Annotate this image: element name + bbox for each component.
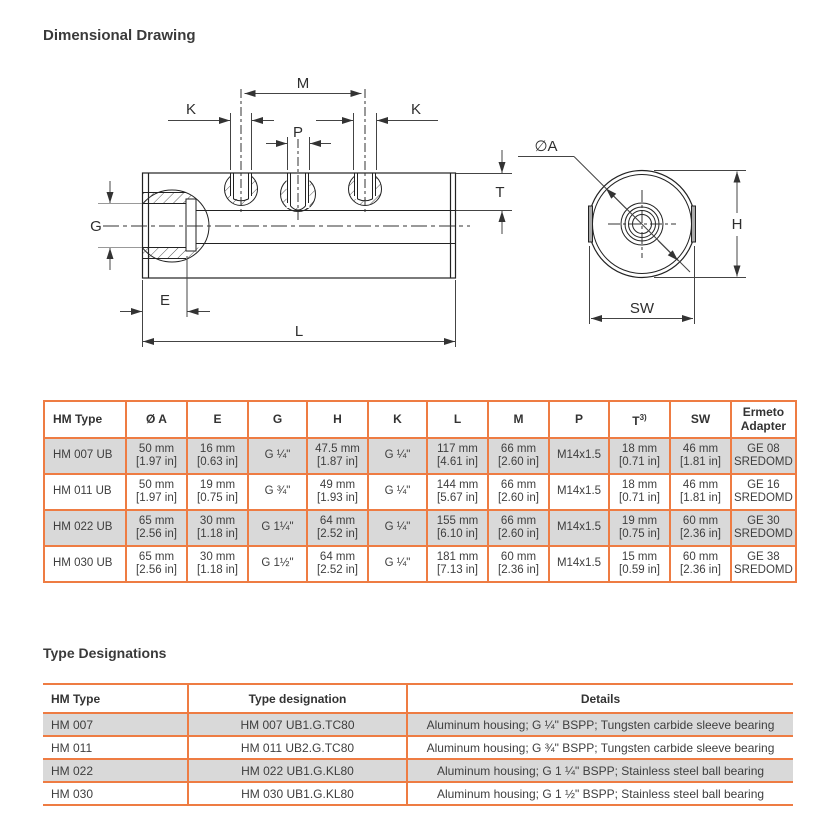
type-designations-table	[43, 683, 793, 806]
dims-table-cell: GE 08 SREDOMD	[731, 438, 796, 474]
dims-header-cell: K	[368, 401, 427, 438]
dims-table-cell: 50 mm [1.97 in]	[126, 474, 187, 510]
dims-table-cell: 18 mm [0.71 in]	[609, 438, 670, 474]
types-header-row	[43, 684, 793, 713]
dims-header-cell: P	[549, 401, 609, 438]
dims-table-cell: G ¼"	[368, 438, 427, 474]
section-title-type-designations: Type Designations	[43, 645, 167, 661]
dim-label-p: P	[292, 124, 304, 141]
wrench-flat-right	[692, 206, 696, 242]
dims-table-cell: 64 mm [2.52 in]	[307, 510, 368, 546]
types-header-cell: HM Type	[43, 684, 188, 713]
dims-table-cell: M14x1.5	[549, 438, 609, 474]
dims-table-cell: 64 mm [2.52 in]	[307, 546, 368, 582]
types-table-cell: HM 022	[43, 759, 188, 782]
dims-table-cell: G ¼"	[248, 438, 307, 474]
dim-label-t: T	[495, 184, 505, 201]
dims-table-cell: 66 mm [2.60 in]	[488, 474, 549, 510]
types-table-cell: Aluminum housing; G ¼" BSPP; Tungsten carbide sleeve bearing	[407, 713, 793, 736]
dims-table-cell: GE 30 SREDOMD	[731, 510, 796, 546]
types-table-cell: HM 011 UB2.G.TC80	[188, 736, 407, 759]
side-view	[90, 75, 512, 347]
dims-table-cell: 30 mm [1.18 in]	[187, 510, 248, 546]
types-table-cell: HM 022 UB1.G.KL80	[188, 759, 407, 782]
dim-label-dia-a: ∅A	[534, 138, 558, 155]
dims-table-cell: 19 mm [0.75 in]	[187, 474, 248, 510]
dims-table-row	[44, 510, 796, 546]
dims-table-row	[44, 474, 796, 510]
dim-label-k-left: K	[185, 101, 197, 118]
dims-table-cell: 60 mm [2.36 in]	[670, 546, 731, 582]
dims-header-row	[44, 401, 796, 438]
dims-table-cell: 144 mm [5.67 in]	[427, 474, 488, 510]
dimensions-table	[43, 400, 797, 583]
dims-table-cell: 19 mm [0.75 in]	[609, 510, 670, 546]
dims-header-cell: M	[488, 401, 549, 438]
types-table-row	[43, 759, 793, 782]
dims-table-cell: HM 011 UB	[44, 474, 126, 510]
types-table-cell: Aluminum housing; G 1 ¼" BSPP; Stainless steel ball bearing	[407, 759, 793, 782]
dims-table-cell: 49 mm [1.93 in]	[307, 474, 368, 510]
dims-table-row	[44, 546, 796, 582]
dims-table-cell: G ¾"	[248, 474, 307, 510]
dims-table-cell: 16 mm [0.63 in]	[187, 438, 248, 474]
dims-table-cell: M14x1.5	[549, 546, 609, 582]
dimensional-drawing	[0, 0, 818, 398]
types-table-cell: HM 030 UB1.G.KL80	[188, 782, 407, 805]
dims-header-cell: Ermeto Adapter	[731, 401, 796, 438]
dims-table-cell: M14x1.5	[549, 510, 609, 546]
dims-table-cell: 66 mm [2.60 in]	[488, 510, 549, 546]
dims-table-cell: 46 mm [1.81 in]	[670, 438, 731, 474]
dims-header-cell: H	[307, 401, 368, 438]
dims-header-cell: HM Type	[44, 401, 126, 438]
types-table-cell: HM 030	[43, 782, 188, 805]
dims-table-cell: 60 mm [2.36 in]	[488, 546, 549, 582]
end-view-dimensions	[518, 157, 746, 325]
page-title: Dimensional Drawing	[43, 27, 196, 44]
dims-table-cell: 30 mm [1.18 in]	[187, 546, 248, 582]
dims-header-cell: Ø A	[126, 401, 187, 438]
dims-table-cell: GE 16 SREDOMD	[731, 474, 796, 510]
dims-table-cell: HM 030 UB	[44, 546, 126, 582]
dims-table-cell: G 1¼"	[248, 510, 307, 546]
dim-label-h: H	[731, 216, 743, 233]
dims-table-cell: 50 mm [1.97 in]	[126, 438, 187, 474]
dims-header-cell: G	[248, 401, 307, 438]
dim-label-k-right: K	[410, 101, 422, 118]
dims-table-cell: 15 mm [0.59 in]	[609, 546, 670, 582]
dims-table-cell: 117 mm [4.61 in]	[427, 438, 488, 474]
dims-table-cell: 155 mm [6.10 in]	[427, 510, 488, 546]
types-table-cell: HM 007 UB1.G.TC80	[188, 713, 407, 736]
dims-table-cell: 47.5 mm [1.87 in]	[307, 438, 368, 474]
dims-table-cell: G 1½"	[248, 546, 307, 582]
dims-table-cell: G ¼"	[368, 474, 427, 510]
types-header-cell: Details	[407, 684, 793, 713]
types-table-row	[43, 713, 793, 736]
dims-table-cell: 46 mm [1.81 in]	[670, 474, 731, 510]
types-table-cell: HM 011	[43, 736, 188, 759]
types-table-row	[43, 782, 793, 805]
dim-label-e: E	[159, 292, 171, 309]
dim-label-m: M	[296, 75, 310, 92]
wrench-flat-left	[589, 206, 593, 242]
dims-table-body	[44, 438, 796, 582]
types-header-cell: Type designation	[188, 684, 407, 713]
types-table-body	[43, 713, 793, 805]
dims-table-cell: M14x1.5	[549, 474, 609, 510]
types-table-cell: Aluminum housing; G 1 ½" BSPP; Stainless steel ball bearing	[407, 782, 793, 805]
dim-label-l: L	[294, 323, 304, 340]
dims-header-cell: L	[427, 401, 488, 438]
dims-table-cell: GE 38 SREDOMD	[731, 546, 796, 582]
dims-table-cell: 65 mm [2.56 in]	[126, 546, 187, 582]
types-table-row	[43, 736, 793, 759]
dims-table-cell: G ¼"	[368, 546, 427, 582]
dim-label-sw: SW	[629, 300, 655, 317]
types-table-cell: HM 007	[43, 713, 188, 736]
dim-label-g: G	[90, 218, 102, 235]
dims-table-cell: 181 mm [7.13 in]	[427, 546, 488, 582]
dims-table-row	[44, 438, 796, 474]
dims-table-cell: HM 022 UB	[44, 510, 126, 546]
dims-table-cell: HM 007 UB	[44, 438, 126, 474]
end-view	[518, 138, 746, 324]
bore-lines	[196, 211, 455, 244]
dims-table-cell: 18 mm [0.71 in]	[609, 474, 670, 510]
dims-header-cell: E	[187, 401, 248, 438]
dims-header-cell: $T^{3)}$	[609, 401, 670, 438]
dims-table-cell: 66 mm [2.60 in]	[488, 438, 549, 474]
dims-table-cell: 60 mm [2.36 in]	[670, 510, 731, 546]
dims-header-cell: SW	[670, 401, 731, 438]
types-table-cell: Aluminum housing; G ¾" BSPP; Tungsten carbide sleeve bearing	[407, 736, 793, 759]
dims-table-cell: G ¼"	[368, 510, 427, 546]
dims-table-cell: 65 mm [2.56 in]	[126, 510, 187, 546]
